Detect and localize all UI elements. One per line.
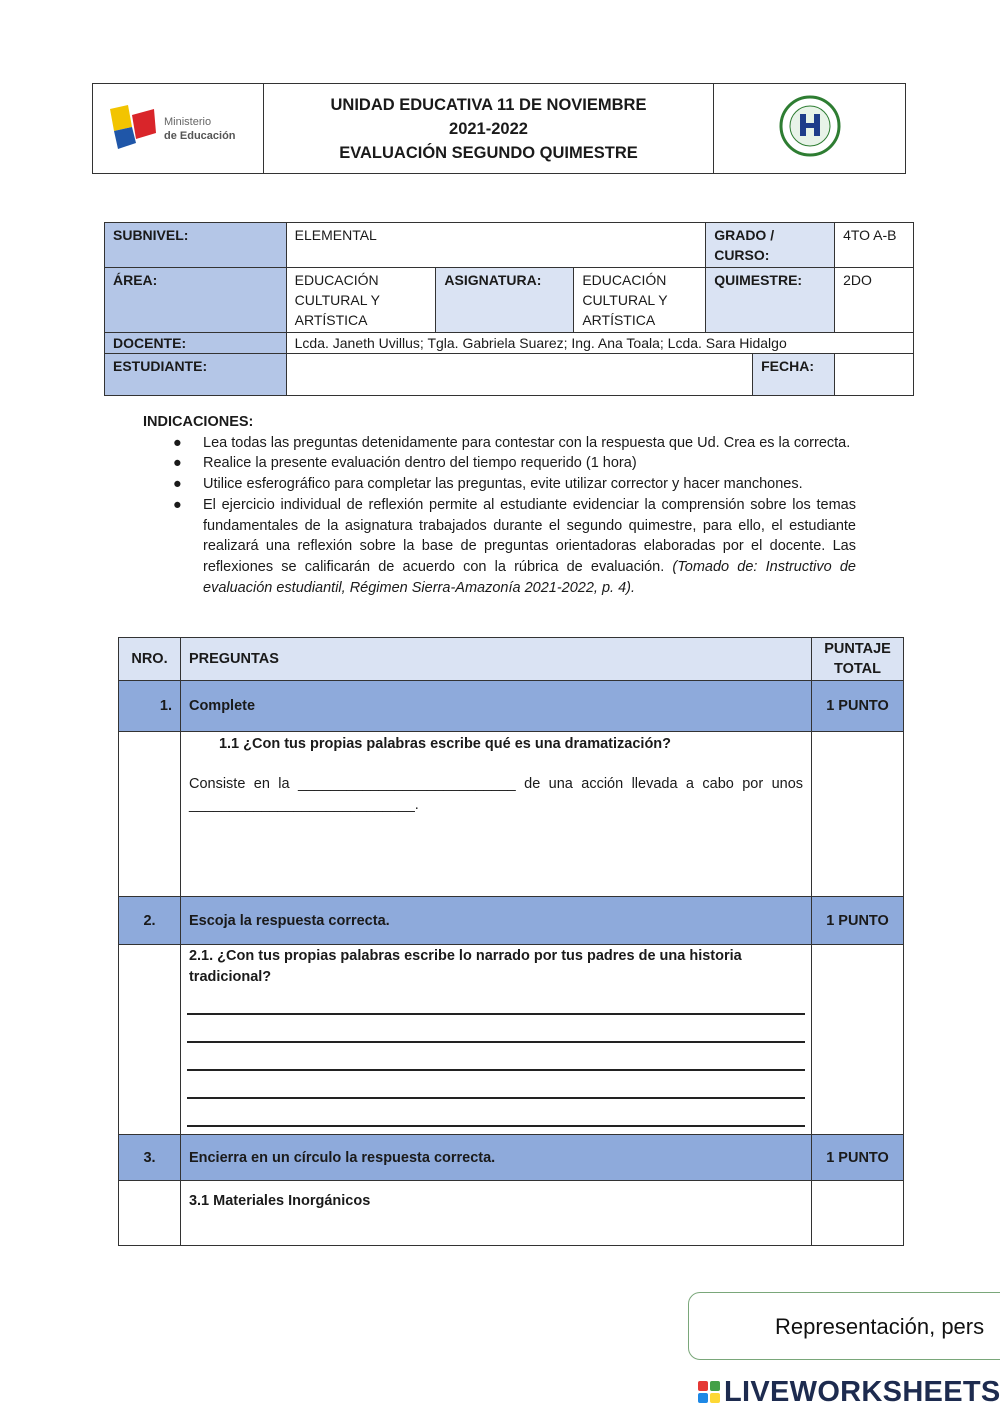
answer-line[interactable]	[187, 1099, 805, 1127]
quimestre-value: 2DO	[835, 268, 914, 333]
questions-table	[118, 637, 904, 1246]
grado-value: 4TO A-B	[835, 223, 914, 268]
indications-title: INDICACIONES:	[143, 414, 254, 430]
answer-line[interactable]	[187, 1071, 805, 1099]
section-number: 3.	[119, 1135, 181, 1181]
ministry-logo-line2: de Educación	[164, 129, 236, 142]
question-2-1-title: 2.1. ¿Con tus propias palabras escribe lo narrado por tus padres de una historia tradicional?	[188, 948, 742, 985]
section-title: Escoja la respuesta correcta.	[180, 897, 811, 945]
section-points: 1 PUNTO	[812, 681, 904, 732]
bullet-icon: ●	[173, 476, 182, 493]
bullet-icon: ●	[173, 434, 182, 451]
estudiante-label: ESTUDIANTE:	[105, 354, 287, 396]
bullet-icon: ●	[173, 496, 182, 513]
school-seal-icon	[778, 94, 842, 158]
question-1-1-title: 1.1 ¿Con tus propias palabras escribe qué es una dramatización?	[218, 736, 672, 752]
indications-list	[143, 433, 856, 599]
subnivel-value: ELEMENTAL	[286, 223, 706, 268]
indication-item: ● Lea todas las preguntas detenidamente para contestar con la respuesta que Ud. Crea es la correcta.	[143, 433, 856, 454]
col-preguntas-header: PREGUNTAS	[180, 638, 811, 681]
bullet-icon: ●	[173, 455, 182, 472]
school-name: UNIDAD EDUCATIVA 11 DE NOVIEMBRE	[330, 95, 647, 114]
section-title: Complete	[180, 681, 811, 732]
answer-option-text: Representación, pers	[775, 1314, 985, 1339]
question-3-1-title: 3.1 Materiales Inorgánicos	[188, 1193, 371, 1209]
col-nro-header: NRO.	[119, 638, 181, 681]
docente-label: DOCENTE:	[105, 333, 287, 354]
grado-label: GRADO / CURSO:	[706, 223, 835, 268]
answer-lines[interactable]	[189, 987, 803, 1127]
section-number: 1.	[119, 681, 181, 732]
col-puntaje-header: PUNTAJE TOTAL	[812, 638, 904, 681]
area-value: EDUCACIÓN CULTURAL Y ARTÍSTICA	[286, 268, 436, 333]
indication-item: ● El ejercicio individual de reflexión permite al estudiante evidenciar la comprensión sobre los temas fundamentales de la asignatura trabajados durante el segundo quimestre, para ello, el estudiante realizará una reflexión sobre la base de preguntas orientadoras elaboradas por el docente. Las reflexiones se calificarán de acuerdo con la rúbrica de evaluación. (Tomado de: Instructivo de evaluación estudiantil, Régimen Sierra-Amazonía 2021-2022, p. 4).	[173, 496, 856, 596]
school-year: 2021-2022	[449, 119, 528, 138]
brand-text: LIVEWORKSHEETS	[724, 1375, 1000, 1408]
score-cell	[812, 1181, 904, 1246]
ministry-logo-icon	[108, 103, 160, 155]
answer-option-bubble[interactable]	[688, 1292, 1000, 1360]
area-label: ÁREA:	[105, 268, 287, 333]
liveworksheets-brand	[698, 1374, 1000, 1410]
ministry-logo-cell	[93, 84, 264, 174]
section-points: 1 PUNTO	[812, 1135, 904, 1181]
section-title: Encierra en un círculo la respuesta correcta.	[180, 1135, 811, 1181]
score-cell	[812, 945, 904, 1135]
school-seal-cell	[714, 84, 906, 174]
quimestre-label: QUIMESTRE:	[706, 268, 835, 333]
fecha-label: FECHA:	[753, 354, 835, 396]
subnivel-label: SUBNIVEL:	[105, 223, 287, 268]
indication-citation: (Tomado de: Instructivo de evaluación estudiantil, Régimen Sierra-Amazonía 2021-2022, p. 4).	[203, 558, 856, 596]
answer-line[interactable]	[187, 1043, 805, 1071]
asignatura-label: ASIGNATURA:	[436, 268, 574, 333]
answer-line[interactable]	[187, 987, 805, 1015]
evaluation-title: EVALUACIÓN SEGUNDO QUIMESTRE	[339, 143, 638, 162]
asignatura-value: EDUCACIÓN CULTURAL Y ARTÍSTICA	[574, 268, 706, 333]
answer-line[interactable]	[187, 1015, 805, 1043]
header-title-cell	[264, 84, 714, 174]
score-cell	[812, 732, 904, 897]
estudiante-input[interactable]	[286, 354, 753, 396]
question-1-1-answer[interactable]: Consiste en la ___________________________ de una acción llevada a cabo por unos ____________________________.	[188, 776, 804, 813]
info-table	[104, 222, 914, 396]
liveworksheets-logo-icon	[698, 1381, 720, 1403]
fecha-input[interactable]	[835, 354, 914, 396]
indication-item: ● Utilice esferográfico para completar las preguntas, evite utilizar corrector y hacer manchones.	[143, 474, 856, 495]
ministry-logo-line1: Ministerio	[164, 115, 212, 128]
indication-item: ● Realice la presente evaluación dentro del tiempo requerido (1 hora)	[143, 453, 856, 474]
header-table	[92, 83, 906, 174]
docente-value: Lcda. Janeth Uvillus; Tgla. Gabriela Suarez; Ing. Ana Toala; Lcda. Sara Hidalgo	[286, 333, 913, 354]
indications	[143, 412, 856, 598]
section-points: 1 PUNTO	[812, 897, 904, 945]
section-number: 2.	[119, 897, 181, 945]
